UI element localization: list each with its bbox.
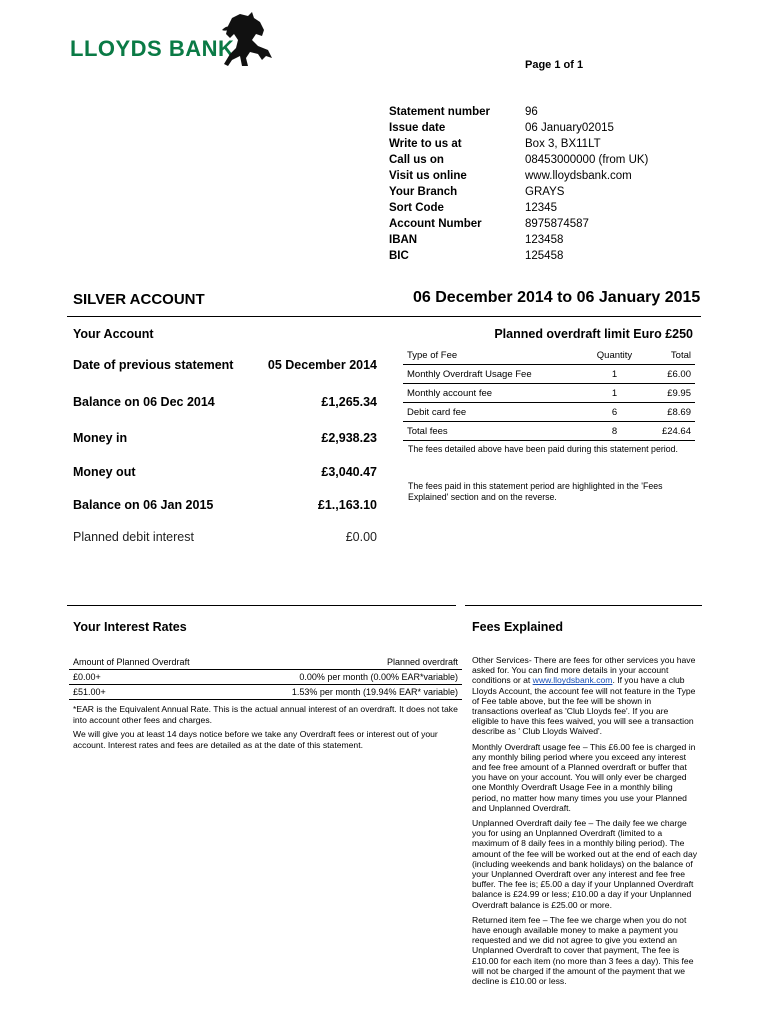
your-account-heading: Your Account bbox=[73, 327, 154, 341]
paragraph-text: . If you have a club Lloyds Account, the account fee will not feature in the Type of Fee table above, but the fee will be shown in transactions overleaf as 'Club Lloyds fee'. If you are eligible to have this fees waived, you will see a transaction describe as ' Club Lloyds Waived'. bbox=[472, 675, 696, 737]
fee-total: £9.95 bbox=[644, 384, 695, 403]
statement-info bbox=[389, 104, 648, 264]
info-label: Write to us at bbox=[389, 138, 462, 150]
info-value: 12345 bbox=[525, 202, 557, 214]
summary-row bbox=[73, 395, 377, 409]
fee-type: Debit card fee bbox=[403, 403, 585, 422]
fee-total: £8.69 bbox=[644, 403, 695, 422]
fees-table bbox=[403, 346, 695, 441]
summary-label: Balance on 06 Dec 2014 bbox=[73, 395, 215, 409]
fees-explained-paragraph: Returned item fee – The fee we charge when you do not have enough available money to make a payment you requested and we did not agree to give you extend an Unplanned Overdraft to cover that payment, The fee is £10.00 for each item (no more than 3 fees a day). This fee will not be charged if the amount of the payment that we decline is £10.00 or less. bbox=[472, 914, 694, 987]
table-header-row bbox=[403, 346, 695, 365]
divider bbox=[465, 605, 702, 606]
info-value: 8975874587 bbox=[525, 218, 589, 230]
info-label: Issue date bbox=[389, 122, 446, 134]
fee-type: Monthly account fee bbox=[403, 384, 585, 403]
info-label: Call us on bbox=[389, 154, 444, 166]
info-value: 123458 bbox=[525, 234, 564, 246]
info-row bbox=[389, 216, 648, 232]
summary-value: £2,938.23 bbox=[321, 431, 377, 445]
info-row bbox=[389, 120, 648, 136]
summary-value: £1.,163.10 bbox=[317, 498, 377, 512]
table-header-row bbox=[69, 655, 462, 670]
info-value: 06 January02015 bbox=[525, 122, 614, 134]
info-label: Statement number bbox=[389, 106, 490, 118]
lloyds-website-link[interactable]: www.lloydsbank.com bbox=[532, 675, 613, 686]
interest-rates-heading: Your Interest Rates bbox=[73, 620, 187, 634]
summary-value: 05 December 2014 bbox=[267, 358, 377, 372]
summary-row bbox=[73, 530, 377, 544]
overdraft-rate: 0.00% per month (0.00% EAR*variable) bbox=[233, 670, 462, 685]
table-row bbox=[403, 422, 695, 441]
fees-note: The fees detailed above have been paid during this statement period. bbox=[408, 444, 678, 454]
column-header: Total bbox=[670, 349, 691, 361]
summary-row bbox=[73, 431, 377, 445]
column-header: Type of Fee bbox=[407, 349, 458, 361]
summary-value: £1,265.34 bbox=[321, 395, 377, 409]
column-header: Quantity bbox=[596, 349, 633, 361]
overdraft-amount: £51.00+ bbox=[69, 685, 233, 700]
info-label: IBAN bbox=[389, 234, 418, 246]
overdraft-amount: £0.00+ bbox=[69, 670, 233, 685]
divider bbox=[67, 605, 456, 606]
table-row bbox=[69, 670, 462, 685]
summary-value: £3,040.47 bbox=[321, 465, 377, 479]
overdraft-rate: 1.53% per month (19.94% EAR* variable) bbox=[233, 685, 462, 700]
column-header: Planned overdraft bbox=[386, 657, 458, 667]
summary-row bbox=[73, 465, 377, 479]
info-row bbox=[389, 136, 648, 152]
info-row bbox=[389, 168, 648, 184]
fees-explained-paragraph bbox=[472, 655, 697, 737]
table-row bbox=[403, 384, 695, 403]
fee-type: Monthly Overdraft Usage Fee bbox=[403, 365, 585, 384]
info-label: Account Number bbox=[389, 218, 482, 230]
info-label: Sort Code bbox=[389, 202, 444, 214]
table-row bbox=[403, 365, 695, 384]
info-row bbox=[389, 232, 648, 248]
info-label: BIC bbox=[389, 250, 409, 262]
page-number: Page 1 of 1 bbox=[525, 59, 584, 71]
fees-note: The fees paid in this statement period are highlighted in the 'Fees Explained' section and on the reverse. bbox=[408, 481, 663, 502]
fees-explained-paragraph: Unplanned Overdraft daily fee – The daily fee we charge you for using an Unplanned Overdraft (limited to a maximum of 8 daily fees in a monthly biling period). The amount of the fee will be worked out at the end of each day (including weekends and bank holidays) on the balance of your Unplanned Overdraft over any interest and fee free buffer. The fee is; £5.00 a day if your Unplanned Overdraft balance is £24.99 or less; £10.00 a day if your Unplanned Overdraft balance is £25.00 or more. bbox=[472, 818, 698, 910]
info-value: 96 bbox=[525, 106, 538, 118]
table-row bbox=[403, 403, 695, 422]
fee-quantity: 1 bbox=[585, 365, 644, 384]
column-header: Amount of Planned Overdraft bbox=[73, 657, 190, 667]
bank-logo-text: LLOYDS BANK bbox=[70, 36, 235, 61]
info-value: GRAYS bbox=[525, 186, 565, 198]
summary-label: Money in bbox=[73, 431, 128, 445]
fee-quantity: 6 bbox=[585, 403, 644, 422]
info-row bbox=[389, 152, 648, 168]
table-row bbox=[69, 685, 462, 700]
info-value: Box 3, BX11LT bbox=[525, 138, 601, 150]
black-horse-icon bbox=[218, 10, 274, 68]
info-value[interactable]: www.lloydsbank.com bbox=[525, 170, 632, 182]
summary-label: Planned debit interest bbox=[73, 530, 194, 544]
summary-label: Balance on 06 Jan 2015 bbox=[73, 498, 214, 512]
overdraft-limit: Planned overdraft limit Euro £250 bbox=[494, 327, 693, 341]
divider bbox=[67, 316, 701, 317]
interest-rates-table bbox=[69, 655, 462, 700]
interest-note: *EAR is the Equivalent Annual Rate. This is the actual annual interest of an overdraft. It does not take into account other fees and charges. bbox=[73, 704, 458, 725]
info-row bbox=[389, 248, 648, 264]
summary-row bbox=[73, 358, 377, 372]
info-value: 08453000000 (from UK) bbox=[525, 154, 649, 166]
info-label: Your Branch bbox=[389, 186, 458, 198]
statement-period: 06 December 2014 to 06 January 2015 bbox=[413, 289, 701, 306]
account-title: SILVER ACCOUNT bbox=[73, 291, 205, 308]
info-label: Visit us online bbox=[389, 170, 467, 182]
fees-explained-paragraph: Monthly Overdraft usage fee – This £6.00 fee is charged in any monthly biling period where you exceed any interest and fee free amount of a Planned overdraft or buffer that you have on your account. You will only ever be charged one Monthly Overdraft Usage Fee in a monthly biling period, no matter how many times you use your Planned and Unplanned Overdraft. bbox=[472, 741, 696, 813]
info-value: 125458 bbox=[525, 250, 564, 262]
fee-quantity: 8 bbox=[585, 422, 644, 441]
summary-label: Date of previous statement bbox=[73, 358, 234, 372]
fees-explained-heading: Fees Explained bbox=[472, 620, 564, 634]
interest-note: We will give you at least 14 days notice before we take any Overdraft fees or interest out of your account. Interest rates and fees are detailed as at the date of this statement. bbox=[73, 729, 438, 750]
paragraph-text: Other Services- There are fees for other services you have asked for. You can find more details in your account conditions or at bbox=[472, 655, 696, 686]
summary-value: £0.00 bbox=[345, 530, 377, 544]
summary-label: Money out bbox=[73, 465, 136, 479]
fee-total: £6.00 bbox=[644, 365, 695, 384]
info-row bbox=[389, 104, 648, 120]
info-row bbox=[389, 200, 648, 216]
fee-type: Total fees bbox=[403, 422, 585, 441]
info-row bbox=[389, 184, 648, 200]
fee-quantity: 1 bbox=[585, 384, 644, 403]
fees-explained-body bbox=[472, 655, 697, 991]
fee-total: £24.64 bbox=[644, 422, 695, 441]
summary-row bbox=[73, 498, 377, 512]
